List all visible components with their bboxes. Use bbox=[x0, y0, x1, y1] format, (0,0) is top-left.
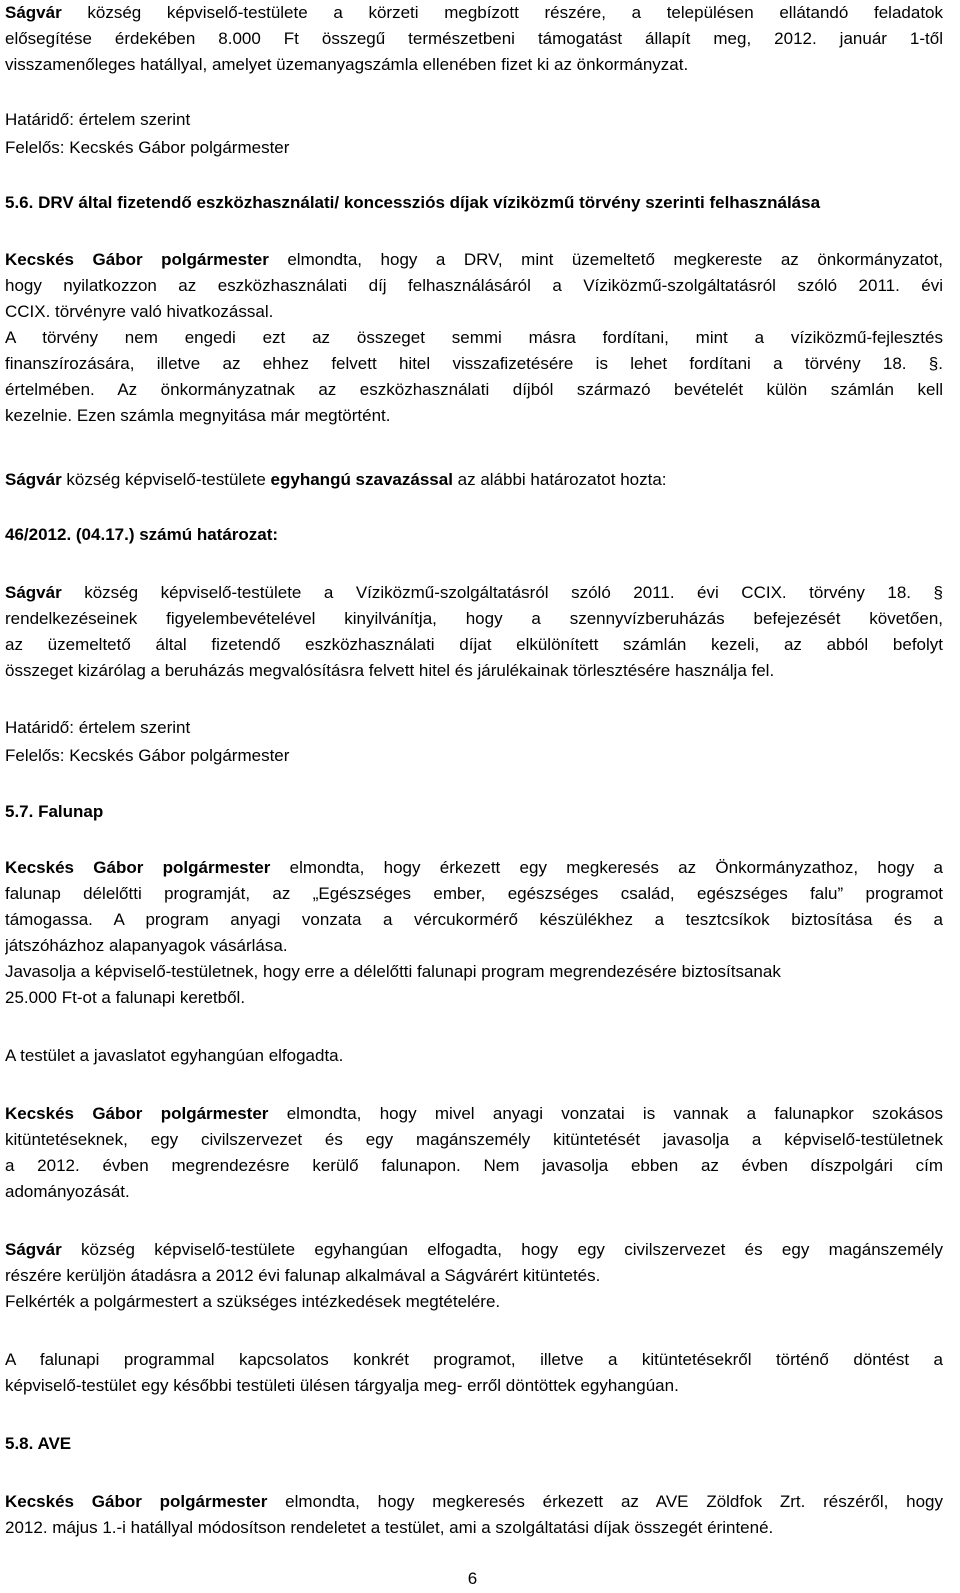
resolution-line: összeget kizárólag a beruházás megvalósításra felvett hitel és járulékainak törlesztésére használja fel. bbox=[5, 661, 775, 680]
paragraph-line: Javasolja a képviselő-testületnek, hogy erre a délelőtti falunapi program megrendezésére biztosítsanak bbox=[5, 962, 781, 981]
paragraph-line: finanszírozására, illetve az ehhez felvett hitel visszafizetésére is lehet fordítani a törvény 18. §. bbox=[5, 354, 943, 373]
deadline: Határidő: értelem szerint bbox=[5, 110, 191, 129]
municipality-name: Ságvár bbox=[5, 3, 62, 22]
paragraph-line: Ságvár község képviselő-testülete egyhangúan elfogadta, hogy egy civilszervezet és egy magánszemély bbox=[5, 1240, 943, 1259]
paragraph-line: 2012. május 1.-i hatállyal módosítson rendeletet a testület, ami a szolgáltatási díjak összegét érintené. bbox=[5, 1518, 774, 1537]
paragraph-line: adományozását. bbox=[5, 1182, 130, 1201]
paragraph-line: A törvény nem engedi ezt az összeget semmi másra fordítani, mint a víziközmű-fejlesztés bbox=[5, 328, 943, 347]
section-heading-5-6: 5.6. DRV által fizetendő eszközhasználati/ koncessziós díjak víziközmű törvény szerinti felhasználása bbox=[5, 193, 821, 212]
paragraph-line: részére kerüljön átadásra a 2012 évi falunap alkalmával a Ságvárért kitüntetés. bbox=[5, 1266, 601, 1285]
section-heading-5-8: 5.8. AVE bbox=[5, 1434, 72, 1453]
paragraph-line: kezelnie. Ezen számla megnyitása már megtörtént. bbox=[5, 406, 391, 425]
responsible: Felelős: Kecskés Gábor polgármester bbox=[5, 746, 290, 765]
paragraph-line: a 2012. évben megrendezésre kerülő falunapon. Nem javasolja ebben az évben díszpolgári cím bbox=[5, 1156, 943, 1175]
resolution-line: rendelkezéseinek figyelembevételével kinyilvánítja, hogy a szennyvízberuházás befejezését követően, bbox=[5, 609, 943, 628]
accepted-statement: A testület a javaslatot egyhangúan elfogadta. bbox=[5, 1046, 344, 1065]
resolution-line: Ságvár község képviselő-testülete a Víziközmű-szolgáltatásról szóló 2011. évi CCIX. törvény 18. § bbox=[5, 583, 943, 602]
page-number: 6 bbox=[467, 1569, 478, 1588]
paragraph-line: 25.000 Ft-ot a falunapi keretből. bbox=[5, 988, 246, 1007]
paragraph-line: falunap délelőtti programját, az „Egészséges ember, egészséges család, egészséges falu” programot bbox=[5, 884, 943, 903]
paragraph-line: visszamenőleges hatállyal, amelyet üzemanyagszámla ellenében fizet ki az önkormányzat. bbox=[5, 55, 689, 74]
paragraph-line: Kecskés Gábor polgármester elmondta, hogy mivel anyagi vonzatai is vannak a falunapkor szokásos bbox=[5, 1104, 943, 1123]
resolution-line: az üzemeltető által fizetendő eszközhasználati díjat elkülönített számlán kezeli, az abból befolyt bbox=[5, 635, 943, 654]
paragraph-line: Kecskés Gábor polgármester elmondta, hogy érkezett egy megkeresés az Önkormányzathoz, hogy a bbox=[5, 858, 943, 877]
paragraph-line: kitüntetéseknek, egy civilszervezet és egy magánszemély kitüntetését javasolja a képviselő-testületnek bbox=[5, 1130, 943, 1149]
resolution-number: 46/2012. (04.17.) számú határozat: bbox=[5, 525, 279, 544]
paragraph-line: Ságvár község képviselő-testülete a körzeti megbízott részére, a településen ellátandó feladatok bbox=[5, 3, 943, 22]
responsible: Felelős: Kecskés Gábor polgármester bbox=[5, 138, 290, 157]
deadline: Határidő: értelem szerint bbox=[5, 718, 191, 737]
paragraph-line: képviselő-testület egy későbbi testületi ülésen tárgyalja meg- erről döntöttek egyhangúan. bbox=[5, 1376, 679, 1395]
paragraph-line: játszóházhoz alapanyagok vásárlása. bbox=[5, 936, 288, 955]
paragraph-line: hogy nyilatkozzon az eszközhasználati díj felhasználásáról a Víziközmű-szolgáltatásról szóló 2011. évi bbox=[5, 276, 943, 295]
paragraph-line: A falunapi programmal kapcsolatos konkrét programot, illetve a kitüntetésekről történő döntést a bbox=[5, 1350, 943, 1369]
paragraph-line: támogassa. A program anyagi vonzata a vércukormérő készülékhez a tesztcsíkok biztosítása és a bbox=[5, 910, 943, 929]
paragraph-line: Kecskés Gábor polgármester elmondta, hogy megkeresés érkezett az AVE Zöldfok Zrt. részéről, hogy bbox=[5, 1492, 943, 1511]
vote-statement: Ságvár község képviselő-testülete egyhangú szavazással az alábbi határozatot hozta: bbox=[5, 470, 667, 489]
section-heading-5-7: 5.7. Falunap bbox=[5, 802, 104, 821]
mayor-name: Kecskés Gábor polgármester bbox=[5, 250, 269, 269]
paragraph-line: Kecskés Gábor polgármester elmondta, hogy a DRV, mint üzemeltető megkereste az önkormányzatot, bbox=[5, 250, 943, 269]
paragraph-line: elősegítése érdekében 8.000 Ft összegű természetbeni támogatást állapít meg, 2012. január 1-től bbox=[5, 29, 943, 48]
paragraph-line: CCIX. törvényre való hivatkozással. bbox=[5, 302, 274, 321]
paragraph-line: értelmében. Az önkormányzatnak az eszközhasználati díjból származó bevételét külön számlán kell bbox=[5, 380, 943, 399]
paragraph-line: Felkérték a polgármestert a szükséges intézkedések megtételére. bbox=[5, 1292, 501, 1311]
